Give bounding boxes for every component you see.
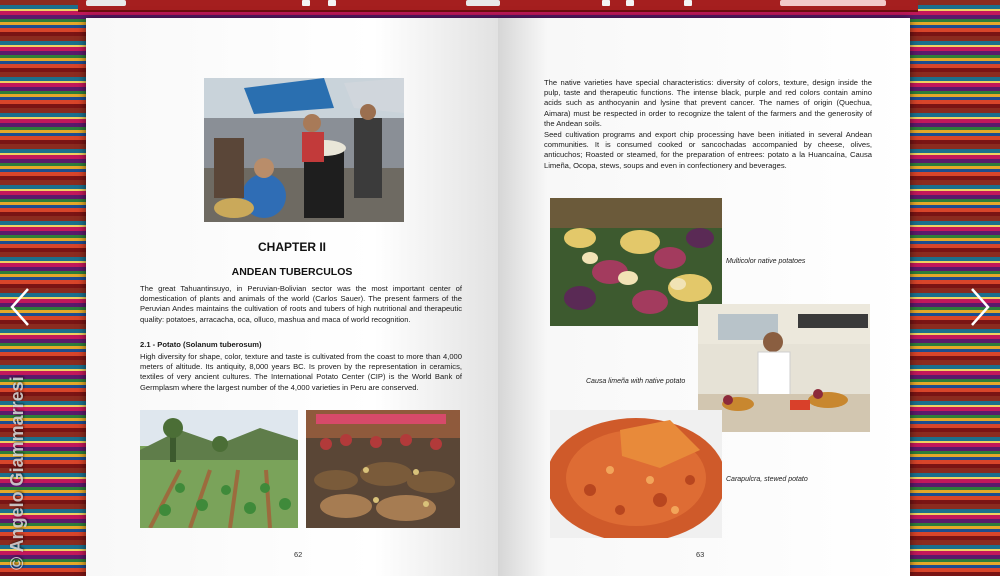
- previous-page-button[interactable]: [6, 285, 34, 329]
- carapulcra-photo: [550, 410, 722, 538]
- caption-native-potatoes: Multicolor native potatoes: [726, 258, 806, 265]
- caption-carapulcra: Carapulcra, stewed potato: [726, 476, 808, 483]
- page-number-right: 63: [696, 550, 705, 559]
- seed-programs-paragraph: Seed cultivation programs and export chip processing have been initiated in several Andean communities. It is consumed cooked or sancochadas accompanied by cheese, olives, anticuchos; Roasted or steamed, for the preparation of entrees: potato a la Huancaína, Causa Limeña, Ocopa, stews, soups and even in confectionery and beverages.: [544, 130, 872, 170]
- watermark-text: © Angelo Giammarresi: [7, 376, 27, 570]
- native-potatoes-photo: [550, 198, 722, 326]
- toolbar-page-field[interactable]: [466, 0, 500, 6]
- intro-paragraph: The great Tahuantinsuyo, in Peruvian-Bolivian sector was the most important center of domestication of plants and animals of the world (Carlos Sauer). The present farmers of the Peruvian Andes maintains the cultivation of roots and tubers of high nutritional and therapeutic quality: potatoes, arracacha, oca, olluco, mashua and maca of world recognition.: [140, 284, 462, 324]
- page-left[interactable]: [86, 18, 498, 576]
- watermark: [8, 330, 30, 570]
- reader-toolbar: [78, 0, 918, 12]
- potato-market-photo: [306, 410, 460, 528]
- toolbar-home-button[interactable]: [86, 0, 126, 6]
- toolbar-next-icon[interactable]: [602, 0, 610, 6]
- toolbar-last-icon[interactable]: [626, 0, 634, 6]
- section-paragraph: High diversity for shape, color, texture and taste is cultivated from the coast to more than 4,000 meters of altitude. Its antiquity, 8,000 years BC. Is proven by the representation in ceramics, textiles of very ancient cultures. The International Potato Center (CIP) is the World Bank of Germplasm where the largest number of the 4,000 varieties in Peru are conserved.: [140, 352, 462, 392]
- toolbar-thumbnails-icon[interactable]: [328, 0, 336, 6]
- page-right[interactable]: [498, 18, 910, 576]
- market-photo: [204, 78, 404, 222]
- chapter-title: ANDEAN TUBERCULOS: [231, 266, 353, 278]
- chevron-left-icon: [6, 285, 34, 329]
- native-varieties-paragraph: The native varieties have special characteristics: diversity of colors, texture, design inside the pulp, taste and therapeutic functions. The intense black, purple and red colors contain amino acids such as anthocyanin and lysine that prevent cancer. The names of origin (Quechua, Aimara) must be respected in order to recognize the talent of the farmers and the generosity of the Andean soils.: [544, 78, 872, 128]
- next-page-button[interactable]: [966, 285, 994, 329]
- page-number-left: 62: [294, 550, 303, 559]
- toolbar-zoom-icon[interactable]: [302, 0, 310, 6]
- toolbar-action-button[interactable]: [780, 0, 886, 6]
- potato-field-photo: [140, 410, 298, 528]
- book-spread: [86, 18, 910, 576]
- causa-limena-photo: [698, 304, 870, 432]
- chapter-heading: CHAPTER II: [257, 240, 326, 254]
- section-heading: 2.1 - Potato (Solanum tuberosum): [140, 340, 262, 349]
- caption-causa-limena: Causa limeña with native potato: [586, 378, 686, 385]
- toolbar-share-icon[interactable]: [684, 0, 692, 6]
- chevron-right-icon: [966, 285, 994, 329]
